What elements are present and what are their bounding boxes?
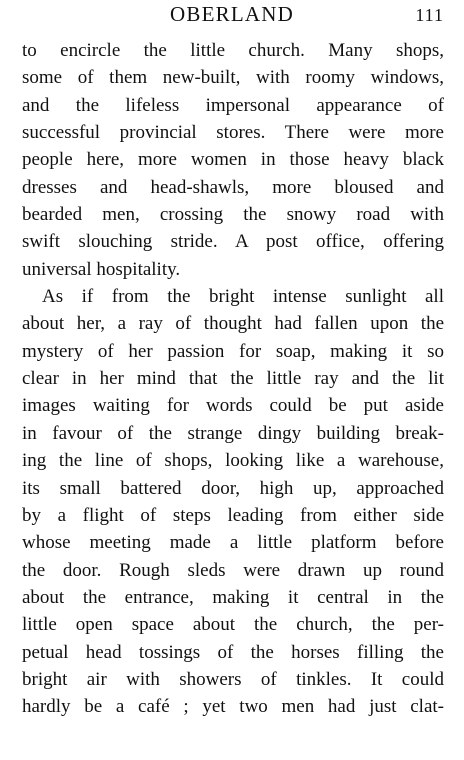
text-line: its small battered door, high up, approached	[22, 477, 444, 499]
text-line: bearded men, crossing the snowy road with	[22, 204, 444, 226]
text-line: the door. Rough sleds were drawn up round	[22, 559, 444, 581]
text-line: some of them new-built, with roomy windows,	[22, 67, 444, 89]
text-line: images waiting for words could be put aside	[22, 395, 444, 417]
text-line: ing the line of shops, looking like a warehouse,	[22, 450, 444, 472]
text-line: little open space about the church, the per-	[22, 614, 444, 636]
body-text	[22, 37, 444, 721]
text-line: mystery of her passion for soap, making it so	[22, 340, 444, 362]
text-line: to encircle the little church. Many shops,	[22, 40, 444, 61]
text-line: petual head tossings of the horses filling the	[22, 641, 444, 663]
page-number: 111	[415, 5, 444, 25]
text-line: people here, more women in those heavy black	[22, 149, 444, 171]
text-line: swift slouching stride. A post office, offering	[22, 231, 444, 253]
text-line: about the entrance, making it central in the	[22, 586, 444, 608]
text-line: hardly be a café ; yet two men had just clat-	[22, 696, 444, 718]
text-line: dresses and head-shawls, more bloused and	[22, 176, 444, 198]
text-line: about her, a ray of thought had fallen upon the	[22, 313, 444, 335]
text-line: successful provincial stores. There were more	[22, 122, 444, 144]
text-line: universal hospitality.	[22, 258, 181, 280]
text-line: clear in her mind that the little ray and the lit	[22, 368, 444, 390]
text-line: As if from the bright intense sunlight all	[42, 286, 444, 308]
text-line: bright air with showers of tinkles. It could	[22, 668, 444, 690]
running-title: OBERLAND	[170, 2, 294, 26]
paragraph	[22, 283, 444, 721]
text-line: whose meeting made a little platform before	[22, 532, 444, 554]
text-line: in favour of the strange dingy building break-	[22, 422, 444, 444]
paragraph	[22, 37, 444, 283]
page-header	[0, 2, 464, 32]
text-line: by a flight of steps leading from either side	[22, 504, 444, 526]
text-line: and the lifeless impersonal appearance of	[22, 94, 444, 116]
